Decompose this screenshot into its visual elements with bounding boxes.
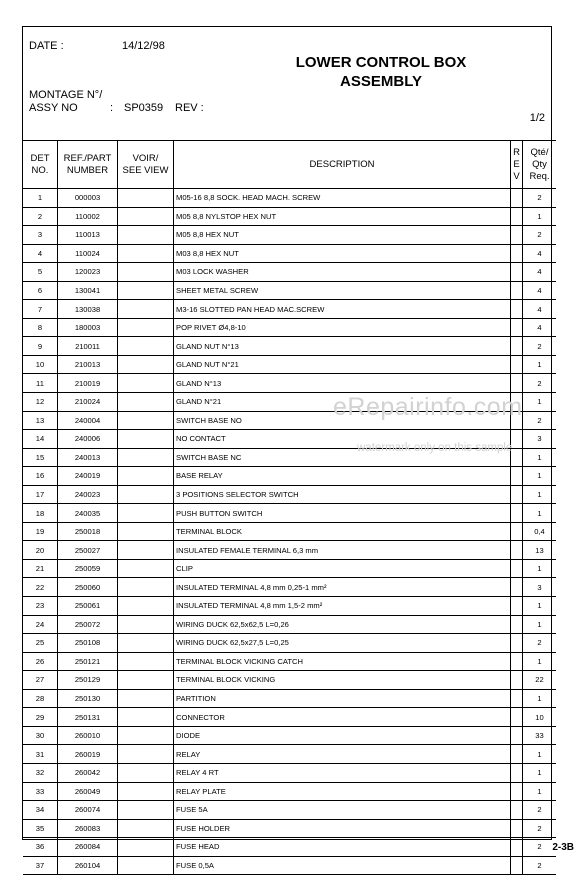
description-cell: M03 8,8 HEX NUT (174, 244, 511, 263)
qty-cell: 2 (523, 838, 557, 857)
qty-cell: 0,4 (523, 522, 557, 541)
rev-cell (511, 318, 523, 337)
det-cell: 23 (23, 597, 58, 616)
ref-cell: 260049 (58, 782, 118, 801)
see-view-cell (118, 318, 174, 337)
description-cell: DIODE (174, 726, 511, 745)
see-view-cell (118, 652, 174, 671)
rev-cell (511, 485, 523, 504)
ref-cell: 240023 (58, 485, 118, 504)
det-cell: 32 (23, 763, 58, 782)
see-view-cell (118, 504, 174, 523)
description-cell: NO CONTACT (174, 430, 511, 449)
see-view-cell (118, 745, 174, 764)
col-header-ref-line2: NUMBER (66, 164, 109, 176)
det-cell: 28 (23, 689, 58, 708)
det-cell: 20 (23, 541, 58, 560)
see-view-cell (118, 485, 174, 504)
document-title (263, 53, 499, 91)
description-cell: POP RIVET Ø4,8-10 (174, 318, 511, 337)
ref-cell: 260019 (58, 745, 118, 764)
rev-cell (511, 559, 523, 578)
page-number: 1/2 (529, 112, 545, 124)
ref-cell: 260074 (58, 801, 118, 820)
table-row (23, 355, 556, 374)
qty-cell: 1 (523, 504, 557, 523)
qty-cell: 2 (523, 374, 557, 393)
description-cell: FUSE 0,5A (174, 856, 511, 875)
see-view-cell (118, 337, 174, 356)
description-cell: M3-16 SLOTTED PAN HEAD MAC.SCREW (174, 300, 511, 319)
table-row (23, 708, 556, 727)
table-row (23, 541, 556, 560)
ref-cell: 110013 (58, 226, 118, 245)
description-cell: PUSH BUTTON SWITCH (174, 504, 511, 523)
description-cell: WIRING DUCK 62,5x27,5 L=0,25 (174, 634, 511, 653)
det-cell: 29 (23, 708, 58, 727)
ref-cell: 250131 (58, 708, 118, 727)
rev-cell (511, 504, 523, 523)
qty-cell: 2 (523, 819, 557, 838)
table-row (23, 189, 556, 208)
description-cell: TERMINAL BLOCK VICKING (174, 671, 511, 690)
col-header-description: DESCRIPTION (174, 141, 511, 189)
det-cell: 5 (23, 263, 58, 282)
det-cell: 19 (23, 522, 58, 541)
ref-cell: 240019 (58, 467, 118, 486)
rev-cell (511, 856, 523, 875)
description-cell: BASE RELAY (174, 467, 511, 486)
assy-value: SP0359 (124, 102, 164, 114)
description-cell: INSULATED TERMINAL 4,8 mm 0,25-1 mm² (174, 578, 511, 597)
det-cell: 24 (23, 615, 58, 634)
see-view-cell (118, 708, 174, 727)
det-cell: 33 (23, 782, 58, 801)
rev-cell (511, 189, 523, 208)
watermark-note: watermark only on this sample (357, 442, 513, 454)
see-view-cell (118, 782, 174, 801)
table-row (23, 652, 556, 671)
ref-cell: 260083 (58, 819, 118, 838)
rev-cell (511, 597, 523, 616)
see-view-cell (118, 763, 174, 782)
description-cell: TERMINAL BLOCK VICKING CATCH (174, 652, 511, 671)
see-view-cell (118, 189, 174, 208)
det-cell: 3 (23, 226, 58, 245)
qty-cell: 1 (523, 615, 557, 634)
description-cell: GLAND NUT N°21 (174, 355, 511, 374)
rev-cell (511, 300, 523, 319)
description-cell: SHEET METAL SCREW (174, 281, 511, 300)
table-row (23, 856, 556, 875)
ref-cell: 250130 (58, 689, 118, 708)
see-view-cell (118, 281, 174, 300)
rev-cell (511, 689, 523, 708)
qty-cell: 13 (523, 541, 557, 560)
col-header-qty-line1: Qté/ (530, 146, 549, 158)
see-view-cell (118, 467, 174, 486)
see-view-cell (118, 393, 174, 412)
rev-cell (511, 281, 523, 300)
description-cell: M05 8,8 NYLSTOP HEX NUT (174, 207, 511, 226)
qty-cell: 2 (523, 411, 557, 430)
ref-cell: 240035 (58, 504, 118, 523)
col-header-ref-line1: REF./PART (63, 152, 112, 164)
qty-cell: 2 (523, 634, 557, 653)
table-row (23, 337, 556, 356)
qty-cell: 1 (523, 207, 557, 226)
det-cell: 35 (23, 819, 58, 838)
ref-cell: 210019 (58, 374, 118, 393)
ref-cell: 250018 (58, 522, 118, 541)
rev-cell (511, 782, 523, 801)
qty-cell: 1 (523, 745, 557, 764)
det-cell: 14 (23, 430, 58, 449)
rev-cell (511, 226, 523, 245)
see-view-cell (118, 597, 174, 616)
ref-cell: 210011 (58, 337, 118, 356)
qty-cell: 22 (523, 671, 557, 690)
ref-cell: 180003 (58, 318, 118, 337)
table-row (23, 374, 556, 393)
ref-cell: 250121 (58, 652, 118, 671)
see-view-cell (118, 541, 174, 560)
det-cell: 22 (23, 578, 58, 597)
description-cell: 3 POSITIONS SELECTOR SWITCH (174, 485, 511, 504)
description-cell: PARTITION (174, 689, 511, 708)
qty-cell: 1 (523, 652, 557, 671)
title-line-2: ASSEMBLY (340, 73, 422, 90)
qty-cell: 4 (523, 263, 557, 282)
ref-cell: 250061 (58, 597, 118, 616)
ref-cell: 250027 (58, 541, 118, 560)
ref-cell: 000003 (58, 189, 118, 208)
rev-cell (511, 337, 523, 356)
table-row (23, 763, 556, 782)
qty-cell: 33 (523, 726, 557, 745)
description-cell: M05-16 8,8 SOCK. HEAD MACH. SCREW (174, 189, 511, 208)
ref-cell: 110024 (58, 244, 118, 263)
rev-label: REV : (175, 102, 204, 114)
title-line-1: LOWER CONTROL BOX (295, 54, 467, 71)
see-view-cell (118, 430, 174, 449)
qty-cell: 1 (523, 597, 557, 616)
description-cell: GLAND NUT N°13 (174, 337, 511, 356)
see-view-cell (118, 615, 174, 634)
description-cell: M03 LOCK WASHER (174, 263, 511, 282)
qty-cell: 1 (523, 689, 557, 708)
date-label: DATE : (29, 40, 64, 52)
ref-cell: 260042 (58, 763, 118, 782)
rev-cell (511, 838, 523, 857)
description-cell: FUSE HEAD (174, 838, 511, 857)
table-row (23, 671, 556, 690)
col-header-qty (523, 141, 557, 189)
ref-cell: 260084 (58, 838, 118, 857)
rev-cell (511, 726, 523, 745)
col-header-see-view (118, 141, 174, 189)
qty-cell: 1 (523, 763, 557, 782)
see-view-cell (118, 244, 174, 263)
ref-cell: 240006 (58, 430, 118, 449)
see-view-cell (118, 634, 174, 653)
rev-cell (511, 263, 523, 282)
ref-cell: 110002 (58, 207, 118, 226)
rev-cell (511, 708, 523, 727)
table-row (23, 597, 556, 616)
det-cell: 27 (23, 671, 58, 690)
table-row (23, 522, 556, 541)
det-cell: 26 (23, 652, 58, 671)
description-cell: INSULATED FEMALE TERMINAL 6,3 mm (174, 541, 511, 560)
qty-cell: 4 (523, 318, 557, 337)
ref-cell: 130038 (58, 300, 118, 319)
table-row (23, 244, 556, 263)
see-view-cell (118, 671, 174, 690)
description-cell: GLAND N°21 (174, 393, 511, 412)
description-cell: CLIP (174, 559, 511, 578)
det-cell: 8 (23, 318, 58, 337)
col-header-det-line2: NO. (31, 164, 49, 176)
see-view-cell (118, 522, 174, 541)
rev-cell (511, 355, 523, 374)
qty-cell: 1 (523, 559, 557, 578)
det-cell: 37 (23, 856, 58, 875)
det-cell: 31 (23, 745, 58, 764)
col-header-qty-line3: Req. (529, 170, 550, 182)
see-view-cell (118, 578, 174, 597)
det-cell: 18 (23, 504, 58, 523)
rev-cell (511, 652, 523, 671)
ref-cell: 250072 (58, 615, 118, 634)
description-cell: SWITCH BASE NC (174, 448, 511, 467)
table-row (23, 207, 556, 226)
see-view-cell (118, 689, 174, 708)
qty-cell: 1 (523, 355, 557, 374)
qty-cell: 4 (523, 244, 557, 263)
description-cell: GLAND N°13 (174, 374, 511, 393)
table-row (23, 838, 556, 857)
ref-cell: 250129 (58, 671, 118, 690)
see-view-cell (118, 448, 174, 467)
table-row (23, 300, 556, 319)
col-header-ref (58, 141, 118, 189)
rev-cell (511, 615, 523, 634)
see-view-cell (118, 300, 174, 319)
table-row (23, 467, 556, 486)
table-row (23, 226, 556, 245)
col-header-voir-line2: SEE VIEW (122, 164, 169, 176)
rev-cell (511, 819, 523, 838)
page-reference: 2-3B (552, 842, 574, 853)
qty-cell: 2 (523, 226, 557, 245)
see-view-cell (118, 374, 174, 393)
document-frame (22, 26, 552, 870)
table-row (23, 578, 556, 597)
det-cell: 6 (23, 281, 58, 300)
det-cell: 21 (23, 559, 58, 578)
qty-cell: 4 (523, 300, 557, 319)
document-header (23, 27, 551, 140)
description-cell: TERMINAL BLOCK (174, 522, 511, 541)
rev-cell (511, 374, 523, 393)
qty-cell: 3 (523, 430, 557, 449)
ref-cell: 120023 (58, 263, 118, 282)
date-value: 14/12/98 (122, 40, 165, 52)
ref-cell: 210013 (58, 355, 118, 374)
montage-label: MONTAGE N°/ (29, 89, 103, 101)
det-cell: 12 (23, 393, 58, 412)
description-cell: FUSE HOLDER (174, 819, 511, 838)
table-row (23, 726, 556, 745)
see-view-cell (118, 726, 174, 745)
ref-cell: 250059 (58, 559, 118, 578)
det-cell: 7 (23, 300, 58, 319)
rev-cell (511, 207, 523, 226)
rev-cell (511, 634, 523, 653)
assy-label: ASSY NO (29, 102, 78, 114)
see-view-cell (118, 207, 174, 226)
table-row (23, 801, 556, 820)
qty-cell: 1 (523, 782, 557, 801)
qty-cell: 1 (523, 448, 557, 467)
see-view-cell (118, 838, 174, 857)
see-view-cell (118, 226, 174, 245)
description-cell: RELAY 4 RT (174, 763, 511, 782)
det-cell: 10 (23, 355, 58, 374)
table-row (23, 485, 556, 504)
col-header-det-line1: DET (30, 152, 50, 164)
col-header-rev-v: V (513, 170, 520, 182)
det-cell: 9 (23, 337, 58, 356)
ref-cell: 260104 (58, 856, 118, 875)
rev-cell (511, 763, 523, 782)
see-view-cell (118, 801, 174, 820)
det-cell: 30 (23, 726, 58, 745)
table-header-row (23, 141, 556, 189)
rev-cell (511, 745, 523, 764)
qty-cell: 10 (523, 708, 557, 727)
qty-cell: 2 (523, 189, 557, 208)
see-view-cell (118, 411, 174, 430)
description-cell: M05 8,8 HEX NUT (174, 226, 511, 245)
see-view-cell (118, 856, 174, 875)
qty-cell: 4 (523, 281, 557, 300)
parts-table-body (23, 189, 556, 875)
table-row (23, 615, 556, 634)
ref-cell: 250108 (58, 634, 118, 653)
qty-cell: 1 (523, 485, 557, 504)
see-view-cell (118, 355, 174, 374)
rev-cell (511, 522, 523, 541)
see-view-cell (118, 263, 174, 282)
qty-cell: 1 (523, 393, 557, 412)
description-cell: INSULATED TERMINAL 4,8 mm 1,5-2 mm² (174, 597, 511, 616)
det-cell: 16 (23, 467, 58, 486)
ref-cell: 210024 (58, 393, 118, 412)
description-cell: RELAY PLATE (174, 782, 511, 801)
table-row (23, 745, 556, 764)
col-header-rev-r: R (513, 146, 520, 158)
ref-cell: 260010 (58, 726, 118, 745)
see-view-cell (118, 559, 174, 578)
description-cell: SWITCH BASE NO (174, 411, 511, 430)
ref-cell: 240013 (58, 448, 118, 467)
qty-cell: 1 (523, 467, 557, 486)
table-row (23, 263, 556, 282)
table-row (23, 782, 556, 801)
det-cell: 34 (23, 801, 58, 820)
table-row (23, 819, 556, 838)
table-row (23, 689, 556, 708)
table-row (23, 634, 556, 653)
rev-cell (511, 671, 523, 690)
table-row (23, 318, 556, 337)
ref-cell: 250060 (58, 578, 118, 597)
qty-cell: 2 (523, 801, 557, 820)
description-cell: RELAY (174, 745, 511, 764)
rev-cell (511, 244, 523, 263)
col-header-voir-line1: VOIR/ (132, 152, 159, 164)
table-row (23, 281, 556, 300)
description-cell: CONNECTOR (174, 708, 511, 727)
rev-cell (511, 541, 523, 560)
det-cell: 17 (23, 485, 58, 504)
table-row (23, 504, 556, 523)
table-row (23, 559, 556, 578)
ref-cell: 240004 (58, 411, 118, 430)
rev-cell (511, 578, 523, 597)
description-cell: WIRING DUCK 62,5x62,5 L=0,26 (174, 615, 511, 634)
det-cell: 1 (23, 189, 58, 208)
qty-cell: 2 (523, 337, 557, 356)
rev-cell (511, 801, 523, 820)
det-cell: 25 (23, 634, 58, 653)
col-header-det (23, 141, 58, 189)
see-view-cell (118, 819, 174, 838)
col-header-qty-line2: Qty (532, 158, 547, 170)
det-cell: 36 (23, 838, 58, 857)
description-cell: FUSE 5A (174, 801, 511, 820)
rev-cell (511, 467, 523, 486)
det-cell: 15 (23, 448, 58, 467)
det-cell: 4 (23, 244, 58, 263)
qty-cell: 3 (523, 578, 557, 597)
ref-cell: 130041 (58, 281, 118, 300)
det-cell: 13 (23, 411, 58, 430)
det-cell: 11 (23, 374, 58, 393)
watermark-text: eRepairinfo.com (333, 393, 523, 421)
qty-cell: 2 (523, 856, 557, 875)
col-header-rev (511, 141, 523, 189)
det-cell: 2 (23, 207, 58, 226)
col-header-rev-e: E (513, 158, 520, 170)
assy-colon: : (110, 102, 114, 114)
parts-table (23, 140, 556, 875)
